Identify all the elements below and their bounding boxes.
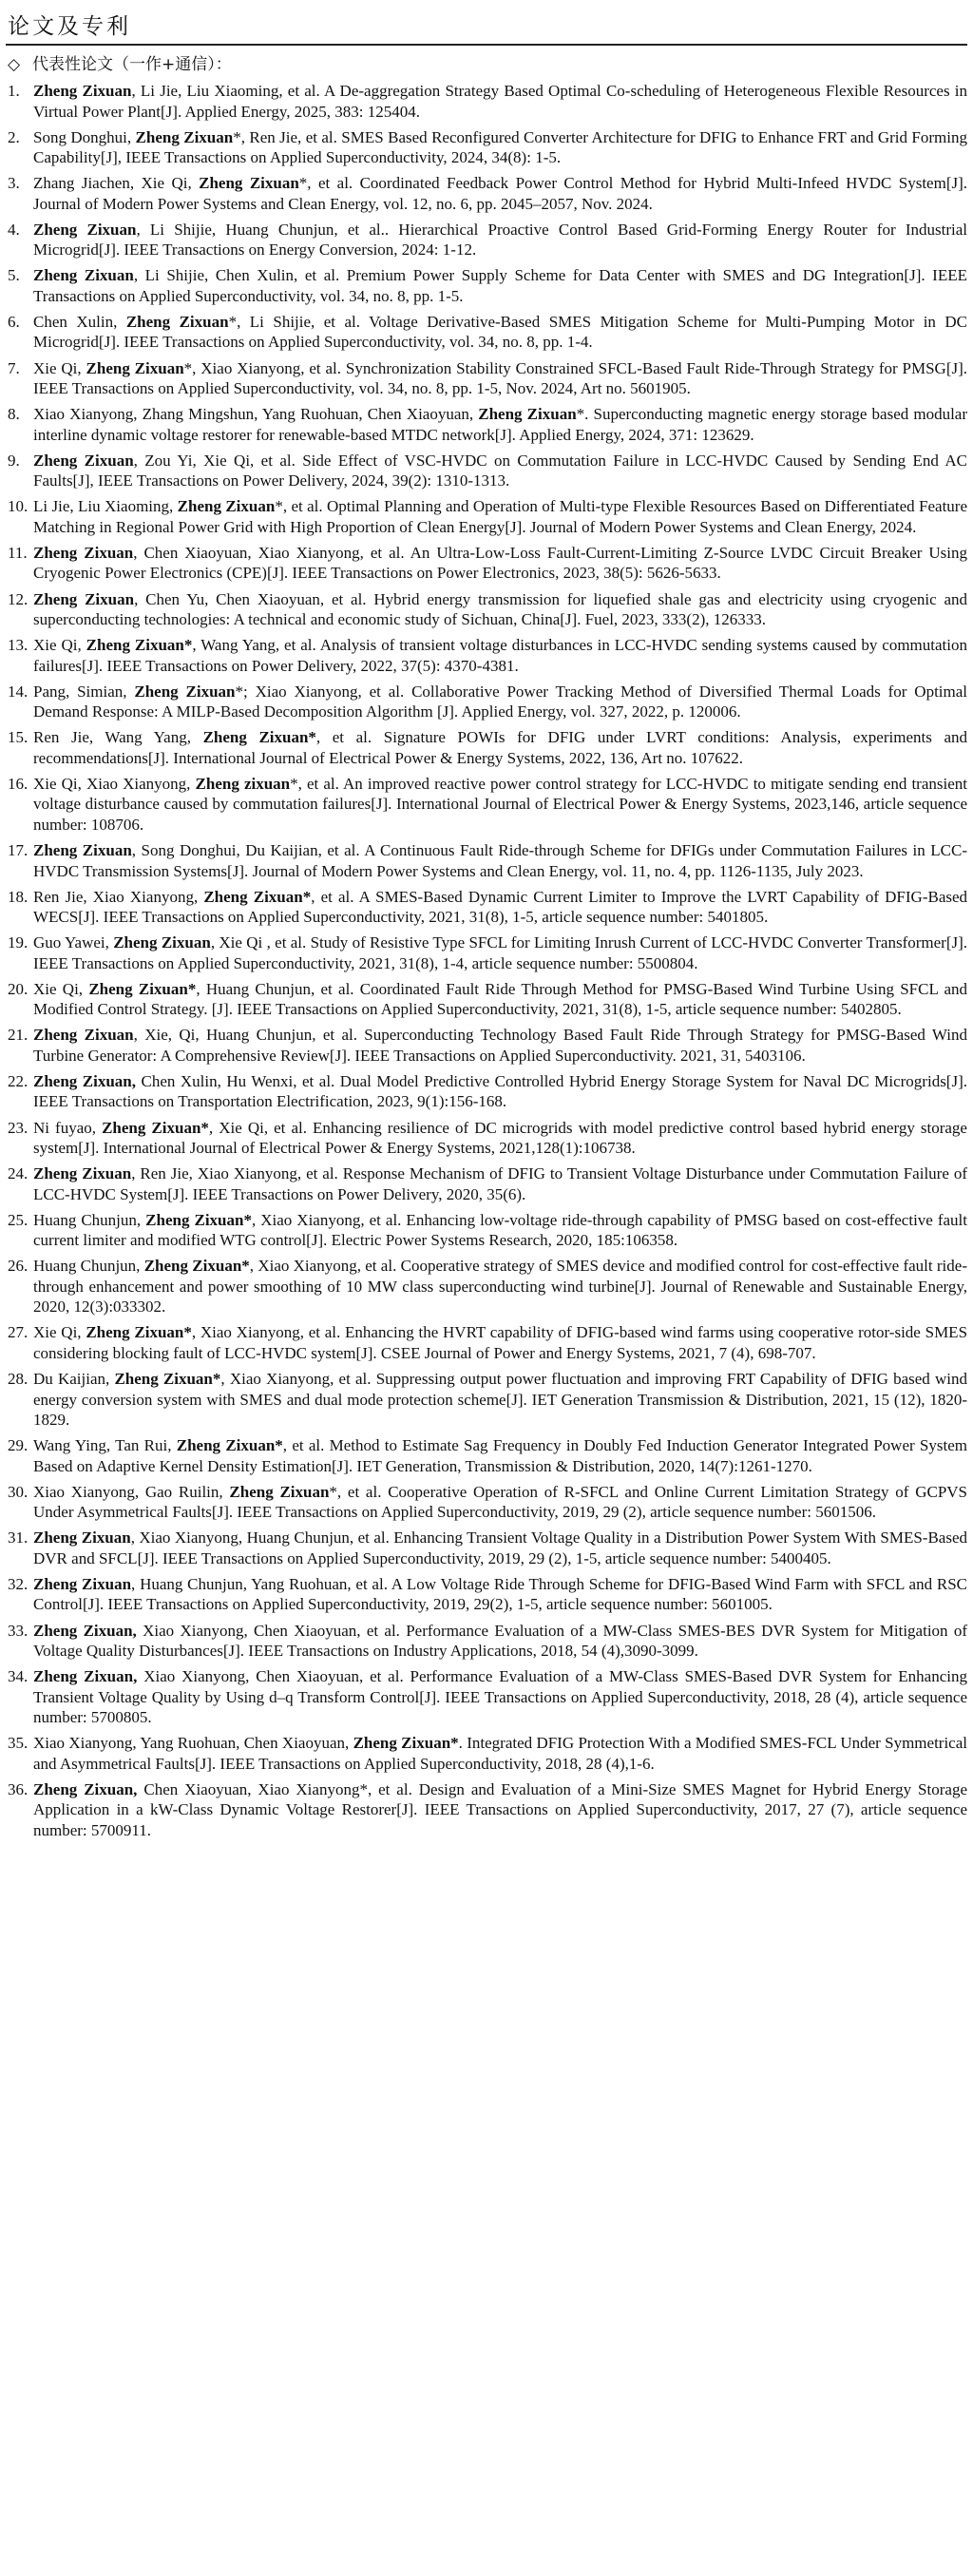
paper-number: 29. [8, 1436, 29, 1455]
title-divider [6, 44, 967, 46]
section-heading [8, 54, 967, 75]
paper-citation [33, 358, 967, 399]
citation-remainder: *; Xiao Xianyong, et al. Collaborative Power Tracking Method of Diversified Thermal Loads for Optimal Demand Response: A MILP-Based Decomposition Algorithm [J]. Applied Energy, vol. 327, 2022, p. 120006. [33, 682, 968, 721]
paper-item [6, 404, 967, 445]
paper-citation [33, 1733, 967, 1774]
citation-coauthors-before: Xie Qi, [33, 636, 86, 655]
citation-remainder: , Li Shijie, Chen Xulin, et al. Premium Power Supply Scheme for Data Center with SMES and DG Integration[J]. IEEE Transactions on Applied Superconductivity, vol. 34, no. 8, pp. 1-5. [33, 266, 967, 305]
paper-citation [33, 840, 967, 881]
citation-highlighted-author: Zheng Zixuan [135, 127, 234, 146]
paper-number: 16. [8, 774, 29, 793]
paper-citation [33, 451, 967, 491]
paper-item [6, 173, 967, 214]
diamond-bullet-icon: ◇ [8, 55, 21, 74]
paper-number: 26. [8, 1257, 29, 1276]
citation-highlighted-author: Zheng Zixuan* [353, 1734, 459, 1753]
citation-remainder: *, et al. An improved reactive power control strategy for LCC-HVDC to mitigate sending end transient voltage disturbance caused by commutation failures[J]. International Journal of Electrical Power & Energy Systems, 2023,146, article sequence number: 108706. [33, 774, 967, 834]
citation-coauthors-before: Pang, Simian, [33, 682, 135, 701]
citation-highlighted-author: Zheng Zixuan [33, 451, 134, 470]
paper-number: 1. [8, 82, 20, 100]
paper-number: 31. [8, 1528, 29, 1548]
paper-number: 4. [8, 220, 20, 239]
citation-highlighted-author: Zheng Zixuan [33, 220, 137, 239]
citation-remainder: *, et al. Coordinated Feedback Power Control Method for Hybrid Multi-Infeed HVDC System[J]. Journal of Modern Power Systems and Clean Energy, vol. 12, no. 6, pp. 2045–2057, Nov. 2024. [33, 174, 968, 213]
paper-item [6, 265, 967, 306]
paper-citation [33, 1621, 967, 1662]
paper-number: 32. [8, 1574, 29, 1593]
citation-remainder: , Chen Yu, Chen Xiaoyuan, et al. Hybrid energy transmission for liquefied shale gas and electricity using cryogenic and superconducting technologies: A technical and economic study of Sichuan, China[J]. Fuel, 2023, 333(2), 126333. [33, 589, 967, 629]
citation-coauthors-before: Xie Qi, Xiao Xianyong, [33, 774, 196, 793]
paper-item [6, 979, 967, 1020]
citation-highlighted-author: Zheng Zixuan* [86, 1323, 192, 1342]
citation-remainder: , Xiao Xianyong, et al. Suppressing output power fluctuation and improving FRT Capability of DFIG based wind energy conversion system with SMES and dual mode protection scheme[J]. IET Generation Transmission & Distribution, 2021, 15 (12), 1820-1829. [33, 1370, 967, 1430]
citation-highlighted-author: Zheng Zixuan* [145, 1210, 252, 1229]
citation-remainder: , et al. A SMES-Based Dynamic Current Limiter to Improve the LVRT Capability of DFIG-Based WECS[J]. IEEE Transactions on Applied Superconductivity, 2021, 31(8), 1-5, article sequence number: 5401805. [33, 887, 968, 927]
paper-item [6, 682, 967, 722]
citation-highlighted-author: Zheng Zixuan* [176, 1436, 283, 1455]
paper-item [6, 727, 967, 768]
citation-remainder: *, et al. Optimal Planning and Operation of Multi-type Flexible Resources Based on Differentiated Feature Matching in Regional Power Grid with High Proportion of Clean Energy[J]. Journal of Modern Power Systems and Clean Energy, 2024. [33, 497, 967, 536]
citation-coauthors-before: Song Donghui, [33, 127, 136, 146]
paper-number: 20. [8, 979, 29, 998]
paper-item [6, 1574, 967, 1615]
paper-citation [33, 1482, 967, 1523]
paper-number: 5. [8, 266, 20, 285]
paper-citation [33, 932, 967, 973]
citation-remainder: , Li Jie, Liu Xiaoming, et al. A De-aggregation Strategy Based Optimal Co-scheduling of Heterogeneous Flexible Resources in Virtual Power Plant[J]. Applied Energy, 2025, 383: 125404. [33, 82, 968, 121]
citation-highlighted-author: Zheng Zixuan [33, 1026, 134, 1045]
citation-highlighted-author: Zheng Zixuan [33, 266, 134, 285]
citation-highlighted-author: Zheng Zixuan [33, 82, 132, 100]
paper-citation [33, 887, 967, 928]
paper-item [6, 1071, 967, 1112]
citation-remainder: , Wang Yang, et al. Analysis of transient voltage disturbances in LCC-HVDC sending systems caused by commutation failures[J]. IEEE Transactions on Power Delivery, 2022, 37(5): 4370-4381. [33, 636, 967, 675]
paper-number: 12. [8, 589, 29, 608]
citation-coauthors-before: Li Jie, Liu Xiaoming, [33, 497, 178, 516]
paper-citation [33, 635, 967, 676]
paper-item [6, 1621, 967, 1662]
paper-number: 11. [8, 543, 28, 562]
paper-item [6, 887, 967, 928]
citation-highlighted-author: Zheng Zixuan, [33, 1071, 137, 1090]
paper-item [6, 1528, 967, 1568]
paper-number: 21. [8, 1026, 29, 1045]
paper-citation [33, 1435, 967, 1476]
citation-remainder: , Xie, Qi, Huang Chunjun, et al. Superconducting Technology Based Fault Ride Through Strategy for PMSG-Based Wind Turbine Generator: A Comprehensive Review[J]. IEEE Transactions on Applied Superconductivity. 2021, 31, 5403106. [33, 1026, 967, 1065]
citation-highlighted-author: Zheng Zixuan* [86, 636, 193, 655]
paper-item [6, 81, 967, 122]
paper-number: 36. [8, 1779, 29, 1798]
citation-highlighted-author: Zheng Zixuan [33, 1574, 132, 1593]
paper-citation [33, 1256, 967, 1317]
paper-item [6, 774, 967, 836]
paper-citation [33, 1322, 967, 1363]
paper-number: 34. [8, 1667, 29, 1686]
citation-highlighted-author: Zheng Zixuan* [88, 979, 197, 998]
paper-item [6, 1369, 967, 1431]
paper-item [6, 220, 967, 260]
paper-number: 33. [8, 1621, 29, 1640]
citation-remainder: *, Ren Jie, et al. SMES Based Reconfigured Converter Architecture for DFIG to Enhance FRT and Grid Forming Capability[J], IEEE Transactions on Applied Superconductivity, 2024, 34(8): 1-5. [33, 127, 967, 167]
paper-citation [33, 1118, 967, 1159]
paper-number: 28. [8, 1370, 29, 1389]
paper-number: 30. [8, 1482, 29, 1501]
citation-highlighted-author: Zheng Zixuan [33, 1528, 131, 1548]
paper-citation [33, 1666, 967, 1728]
section-label: 代表性论文（一作+通信）： [32, 55, 232, 74]
paper-citation [33, 81, 967, 122]
paper-number: 27. [8, 1323, 29, 1342]
citation-remainder: , Chen Xiaoyuan, Xiao Xianyong, et al. An Ultra-Low-Loss Fault-Current-Limiting Z-Source LVDC Circuit Breaker Using Cryogenic Power Electronics (CPE)[J]. IEEE Transactions on Power Electronics, 2023, 38(5): 5626-5633. [33, 543, 968, 583]
citation-remainder: *, Li Shijie, et al. Voltage Derivative-Based SMES Mitigation Scheme for Multi-Pumping Motor in DC Microgrid[J]. IEEE Transactions on Applied Superconductivity, vol. 34, no. 8, pp. 1-4. [33, 312, 968, 352]
paper-item [6, 1256, 967, 1317]
paper-item [6, 932, 967, 973]
citation-coauthors-before: Ni fuyao, [33, 1118, 103, 1137]
paper-item [6, 496, 967, 537]
citation-highlighted-author: Zheng Zixuan [113, 933, 211, 952]
citation-coauthors-before: Huang Chunjun, [33, 1210, 146, 1229]
citation-coauthors-before: Du Kaijian, [33, 1370, 115, 1389]
citation-highlighted-author: Zheng Zixuan [134, 682, 236, 701]
paper-number: 19. [8, 933, 29, 952]
paper-citation [33, 220, 967, 260]
citation-highlighted-author: Zheng zixuan [195, 774, 291, 793]
citation-remainder: , et al. Method to Estimate Sag Frequency in Doubly Fed Induction Generator Integrated Power System Based on Adaptive Kernel Density Estimation[J]. IET Generation, Transmission & Distribution, 2020, 14(7):1261-1270. [33, 1436, 967, 1475]
paper-item [6, 1163, 967, 1204]
citation-remainder: *, Xiao Xianyong, et al. Synchronization Stability Constrained SFCL-Based Fault Ride-Through Strategy for PMSG[J]. IEEE Transactions on Applied Superconductivity, vol. 34, no. 8, pp. 1-5, Nov. 2024, Art no. 5601905. [33, 358, 968, 398]
paper-number: 17. [8, 841, 29, 859]
paper-number: 8. [8, 405, 20, 424]
citation-coauthors-before: Xie Qi, [33, 358, 86, 377]
citation-highlighted-author: Zheng Zixuan* [143, 1257, 250, 1276]
paper-number: 2. [8, 127, 20, 146]
page-title: 论文及专利 [8, 14, 131, 39]
paper-number: 24. [8, 1164, 29, 1183]
citation-coauthors-before: Xiao Xianyong, Gao Ruilin, [33, 1482, 230, 1501]
citation-highlighted-author: Zheng Zixuan [199, 174, 299, 193]
paper-citation [33, 404, 967, 445]
paper-number: 10. [8, 497, 29, 516]
paper-item [6, 1666, 967, 1728]
paper-item [6, 1322, 967, 1363]
citation-highlighted-author: Zheng Zixuan [33, 589, 135, 608]
citation-highlighted-author: Zheng Zixuan* [202, 728, 316, 747]
citation-remainder: Xiao Xianyong, Chen Xiaoyuan, et al. Performance Evaluation of a MW-Class SMES-Based DVR System for Enhancing Transient Voltage Quality by Using d–q Transform Control[J]. IEEE Transactions on Applied Superconductivity, 2018, 28 (4), article sequence number: 5700805. [33, 1667, 967, 1727]
paper-number: 18. [8, 887, 29, 906]
citation-remainder: Chen Xulin, Hu Wenxi, et al. Dual Model Predictive Controlled Hybrid Energy Storage System for Naval DC Microgrids[J]. IEEE Transactions on Transportation Electrification, 2023, 9(1):156-168. [33, 1071, 967, 1111]
citation-highlighted-author: Zheng Zixuan [86, 358, 184, 377]
paper-citation [33, 1369, 967, 1431]
citation-coauthors-before: Guo Yawei, [33, 933, 114, 952]
paper-item [6, 1210, 967, 1251]
citation-remainder: , Xie Qi , et al. Study of Resistive Type SFCL for Limiting Inrush Current of LCC-HVDC Converter Transformer[J]. IEEE Transactions on Applied Superconductivity, 2021, 31(8), 1-4, article sequence number: 5500804. [33, 933, 968, 972]
citation-coauthors-before: Chen Xulin, [33, 312, 126, 331]
citation-remainder: , Zou Yi, Xie Qi, et al. Side Effect of VSC-HVDC on Commutation Failure in LCC-HVDC Caused by Sending End AC Faults[J], IEEE Transactions on Power Delivery, 2024, 39(2): 1310-1313. [33, 451, 967, 490]
citation-coauthors-before: Xie Qi, [33, 1323, 86, 1342]
citation-coauthors-before: Wang Ying, Tan Rui, [33, 1436, 177, 1455]
paper-item [6, 840, 967, 881]
citation-remainder: , Xiao Xianyong, et al. Enhancing low-voltage ride-through capability of PMSG based on cost-effective fault current limiter and modified WTG control[J]. Electric Power Systems Research, 2020, 185:106358. [33, 1210, 968, 1250]
paper-citation [33, 312, 967, 353]
citation-highlighted-author: Zheng Zixuan [33, 841, 132, 859]
citation-highlighted-author: Zheng Zixuan, [33, 1621, 137, 1640]
paper-number: 9. [8, 451, 20, 470]
citation-coauthors-before: Xie Qi, [33, 979, 89, 998]
citation-highlighted-author: Zheng Zixuan* [203, 887, 312, 906]
paper-citation [33, 589, 967, 630]
paper-item [6, 358, 967, 399]
citation-remainder: , Xiao Xianyong, et al. Enhancing the HVRT capability of DFIG-based wind farms using cooperative rotor-side SMES considering blocking fault of LCC-HVDC system[J]. CSEE Journal of Power and Energy Systems, 2021, 7 (4), 698-707. [33, 1323, 968, 1362]
paper-number: 35. [8, 1734, 29, 1753]
paper-item [6, 635, 967, 676]
paper-citation [33, 1528, 967, 1568]
paper-citation [33, 727, 967, 768]
citation-remainder: *, et al. Cooperative Operation of R-SFCL and Online Current Limitation Strategy of GCPVS Under Asymmetrical Faults[J]. IEEE Transactions on Applied Superconductivity, 2019, 29 (2), article sequence number: 5601506. [33, 1482, 968, 1522]
citation-coauthors-before: Ren Jie, Wang Yang, [33, 728, 203, 747]
citation-highlighted-author: Zheng Zixuan [125, 312, 229, 331]
paper-citation [33, 1779, 967, 1841]
citation-coauthors-before: Ren Jie, Xiao Xianyong, [33, 887, 204, 906]
citation-highlighted-author: Zheng Zixuan, [33, 1779, 138, 1798]
paper-item [6, 1118, 967, 1159]
paper-citation [33, 173, 967, 214]
paper-item [6, 1779, 967, 1841]
paper-item [6, 1025, 967, 1066]
paper-number: 3. [8, 174, 20, 193]
citation-remainder: , Ren Jie, Xiao Xianyong, et al. Response Mechanism of DFIG to Transient Voltage Disturbance under Commutation Failure of LCC-HVDC System[J]. IEEE Transactions on Power Delivery, 2020, 35(6). [33, 1164, 967, 1203]
citation-remainder: , Xie Qi, et al. Enhancing resilience of DC microgrids with model predictive control based hybrid energy storage system[J]. International Journal of Electrical Power & Energy Systems, 2021,128(1):106738. [33, 1118, 967, 1158]
paper-item [6, 451, 967, 491]
citation-highlighted-author: Zheng Zixuan [177, 497, 276, 516]
paper-list [6, 81, 967, 1840]
paper-number: 25. [8, 1210, 29, 1229]
paper-number: 13. [8, 636, 29, 655]
citation-highlighted-author: Zheng Zixuan* [102, 1118, 209, 1137]
paper-citation [33, 127, 967, 168]
paper-item [6, 127, 967, 168]
citation-highlighted-author: Zheng Zixuan [33, 1164, 132, 1183]
citation-remainder: Xiao Xianyong, Chen Xiaoyuan, et al. Performance Evaluation of a MW-Class SMES-BES DVR System for Mitigation of Voltage Quality Disturbances[J]. IEEE Transactions on Industry Applications, 2018, 54 (4),3090-3099. [33, 1621, 968, 1660]
paper-citation [33, 265, 967, 306]
citation-remainder: , Huang Chunjun, et al. Coordinated Fault Ride Through Method for PMSG-Based Wind Turbine Using SFCL and Modified Control Strategy. [J]. IEEE Transactions on Applied Superconductivity, 2021, 31(8), 1-5, article sequence number: 5402805. [33, 979, 968, 1019]
citation-highlighted-author: Zheng Zixuan [229, 1482, 330, 1501]
paper-citation [33, 774, 967, 836]
paper-item [6, 589, 967, 630]
paper-item [6, 543, 967, 584]
paper-number: 23. [8, 1118, 29, 1137]
paper-citation [33, 1210, 967, 1251]
paper-citation [33, 1025, 967, 1066]
paper-number: 14. [8, 682, 29, 701]
citation-highlighted-author: Zheng Zixuan, [33, 1667, 138, 1686]
citation-highlighted-author: Zheng Zixuan* [114, 1370, 221, 1389]
paper-item [6, 1435, 967, 1476]
paper-citation [33, 1163, 967, 1204]
paper-citation [33, 1071, 967, 1112]
citation-remainder: . Integrated DFIG Protection With a Modified SMES-FCL Under Symmetrical and Asymmetrical Faults[J]. IEEE Transactions on Applied Superconductivity, 2018, 28 (4),1-6. [33, 1734, 967, 1773]
citation-remainder: Chen Xiaoyuan, Xiao Xianyong*, et al. Design and Evaluation of a Mini-Size SMES Magnet for Hybrid Energy Storage Application in a kW-Class Dynamic Voltage Restorer[J]. IEEE Transactions on Applied Superconductivity, 2017, 27 (7), article sequence number: 5700911. [33, 1779, 967, 1839]
citation-remainder: , Song Donghui, Du Kaijian, et al. A Continuous Fault Ride-through Scheme for DFIGs under Commutation Failures in LCC-HVDC Transmission Systems[J]. Journal of Modern Power Systems and Clean Energy, vol. 11, no. 4, pp. 1126-1135, July 2023. [33, 841, 967, 880]
paper-citation [33, 496, 967, 537]
paper-item [6, 1482, 967, 1523]
citation-remainder: , et al. Signature POWIs for DFIG under LVRT conditions: Analysis, experiments and recommendations[J]. International Journal of Electrical Power & Energy Systems, 2022, 136, Art no. 107622. [33, 728, 967, 767]
paper-citation [33, 682, 967, 722]
paper-number: 7. [8, 358, 20, 377]
citation-highlighted-author: Zheng Zixuan [33, 543, 134, 562]
paper-item [6, 1733, 967, 1774]
citation-remainder: , Huang Chunjun, Yang Ruohuan, et al. A Low Voltage Ride Through Scheme for DFIG-Based Wind Farm with SFCL and RSC Control[J]. IEEE Transactions on Applied Superconductivity, 2019, 29(2), 1-5, article sequence number: 5601005. [33, 1574, 968, 1614]
paper-number: 6. [8, 312, 20, 331]
citation-remainder: , Xiao Xianyong, et al. Cooperative strategy of SMES device and modified control for cost-effective fault ride-through enhancement and power smoothing of 10 MW class superconducting wind turbine[J]. Journal of Renewable and Sustainable Energy, 2020, 12(3):033302. [33, 1257, 967, 1317]
paper-item [6, 312, 967, 353]
paper-number: 15. [8, 728, 29, 747]
paper-number: 22. [8, 1071, 29, 1090]
paper-citation [33, 543, 967, 584]
paper-citation [33, 1574, 967, 1615]
paper-citation [33, 979, 967, 1020]
citation-remainder: *. Superconducting magnetic energy storage based modular interline dynamic voltage restorer for renewable-based MTDC network[J]. Applied Energy, 2024, 371: 123629. [33, 405, 968, 444]
citation-remainder: , Li Shijie, Huang Chunjun, et al.. Hierarchical Proactive Control Based Grid-Forming Energy Router for Industrial Microgrid[J]. IEEE Transactions on Energy Conversion, 2024: 1-12. [33, 220, 968, 260]
citation-highlighted-author: Zheng Zixuan [478, 405, 577, 424]
citation-coauthors-before: Xiao Xianyong, Zhang Mingshun, Yang Ruohuan, Chen Xiaoyuan, [33, 405, 479, 424]
citation-coauthors-before: Xiao Xianyong, Yang Ruohuan, Chen Xiaoyuan, [33, 1734, 353, 1753]
citation-remainder: , Xiao Xianyong, Huang Chunjun, et al. Enhancing Transient Voltage Quality in a Distribution Power System With SMES-Based DVR and SFCL[J]. IEEE Transactions on Applied Superconductivity, 2019, 29 (2), 1-5, article sequence number: 5400405. [33, 1528, 967, 1567]
citation-coauthors-before: Huang Chunjun, [33, 1257, 144, 1276]
citation-coauthors-before: Zhang Jiachen, Xie Qi, [33, 174, 200, 193]
